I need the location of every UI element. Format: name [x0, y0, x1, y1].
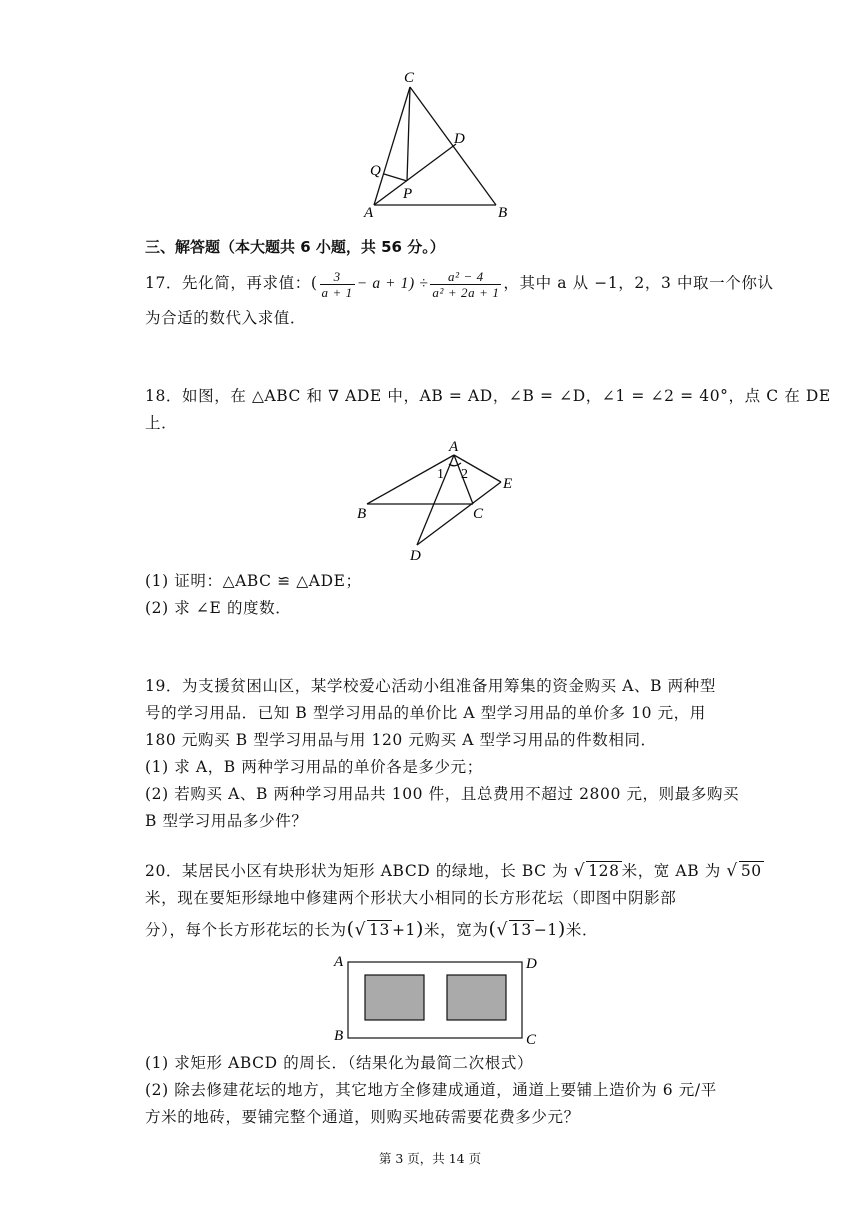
q19-part2a: (2) 若购买 A、B 两种学习用品共 100 件，且总费用不超过 2800 元，则最多购买 — [145, 785, 740, 803]
flower-bed-left — [365, 975, 424, 1020]
q20-part1: (1) 求矩形 ABCD 的周长．（结果化为最简二次根式） — [145, 1054, 534, 1072]
q20-len-sqrt: 13 — [369, 921, 390, 939]
flower-bed-right — [447, 975, 506, 1020]
label-angle-2: 2 — [461, 467, 468, 482]
q17-frac2-den: a² + 2a + 1 — [432, 284, 500, 300]
q20-line3 — [145, 918, 598, 941]
seg-QP — [384, 174, 407, 181]
q20-sqrt-128: 128 — [588, 862, 620, 880]
q19-line2: 号的学习用品．已知 B 型学习用品的单价比 A 型学习用品的单价多 10 元，用 — [145, 704, 706, 722]
q20-part2b: 方米的地砖，要铺完整个通道，则购买地砖需要花费多少元？ — [145, 1108, 580, 1126]
q20-sqrt-50: 50 — [740, 862, 762, 880]
label-A: A — [364, 205, 374, 221]
q17-mid: − a + 1) ÷ — [356, 275, 429, 292]
q20-paren-open-2: ( — [488, 918, 497, 940]
q20-paren-open-1: ( — [346, 918, 355, 940]
q18-line1: 18．如图，在 △ABC 和 ∇ ADE 中，AB = AD，∠B = ∠D，∠1 = ∠2 = 40°，点 C 在 DE — [145, 387, 831, 405]
label-C: C — [526, 1032, 537, 1048]
q19-part2b: B 型学习用品多少件？ — [145, 812, 308, 830]
q20-line2: 米，现在要矩形绿地中修建两个形状大小相同的长方形花坛（即图中阴影部 — [145, 889, 677, 907]
q17-fraction-2 — [430, 269, 501, 300]
q19-line3: 180 元购买 B 型学习用品与用 120 元购买 A 型学习用品的件数相同． — [145, 731, 657, 749]
label-P: P — [403, 186, 413, 202]
label-Q: Q — [370, 163, 381, 179]
label-C: C — [473, 506, 484, 522]
q17-fraction-1 — [320, 269, 355, 300]
q17-number: 17． — [145, 274, 183, 292]
q20-len-tail: +1 — [391, 921, 417, 939]
label-D: D — [526, 956, 537, 972]
q20-line3-b: 米，宽为 — [424, 921, 489, 939]
sqrt-sign-2: √ — [726, 861, 738, 881]
label-A: A — [334, 954, 344, 970]
q17-frac2-num: a² − 4 — [430, 269, 501, 285]
q20-line3-c: 米． — [565, 921, 599, 939]
sqrt-sign-3: √ — [354, 920, 367, 940]
q20-line1-b: 米，宽 AB 为 — [621, 862, 721, 880]
q18-part2: (2) 求 ∠E 的度数． — [145, 599, 292, 617]
label-E: E — [503, 476, 513, 492]
section-heading: 三、解答题（本大题共 6 小题，共 56 分。） — [145, 238, 445, 256]
label-D: D — [410, 548, 421, 564]
top-triangle-figure — [350, 60, 520, 225]
q20-line3-a: 分），每个长方形花坛的长为 — [145, 921, 347, 939]
label-B: B — [334, 1028, 344, 1044]
q17-line1 — [145, 268, 774, 298]
seg-CP — [407, 87, 410, 181]
q17-open-paren: ( — [310, 274, 318, 292]
q20-part2a: (2) 除去修建花坛的地方，其它地方全修建成通道，通道上要铺上造价为 6 元/平 — [145, 1081, 717, 1099]
label-C: C — [404, 70, 415, 86]
sqrt-sign-4: √ — [496, 920, 508, 940]
q20-wid-tail: −1 — [533, 921, 558, 939]
q17-tail: ，其中 a 从 −1，2，3 中取一个你认 — [503, 274, 774, 292]
q17-frac1-den: a + 1 — [321, 284, 353, 300]
page-footer: 第 3 页，共 14 页 — [378, 1151, 482, 1166]
q19-line1: 19．为支援贫困山区，某学校爱心活动小组准备用筹集的资金购买 A、B 两种型 — [145, 677, 716, 695]
q18-part1: (1) 证明：△ABC ≌ △ADE； — [145, 572, 362, 590]
label-B: B — [498, 205, 508, 221]
q17-line2: 为合适的数代入求值． — [145, 309, 307, 327]
q20-line1-a: 20．某居民小区有块形状为矩形 ABCD 的绿地，长 BC 为 — [145, 862, 569, 880]
q20-line1 — [145, 860, 764, 882]
q18-figure — [355, 436, 530, 568]
sqrt-sign-1: √ — [573, 861, 586, 881]
q20-wid-sqrt: 13 — [510, 921, 532, 939]
q20-paren-close-1: ) — [416, 918, 425, 940]
label-B: B — [357, 506, 367, 522]
label-angle-1: 1 — [437, 467, 444, 482]
q20-rectangle-figure — [330, 950, 550, 1050]
q19-part1: (1) 求 A，B 两种学习用品的单价各是多少元； — [145, 758, 483, 776]
label-A: A — [449, 439, 459, 455]
q18-line2: 上． — [145, 414, 178, 432]
q17-lead: 先化简，再求值： — [182, 274, 311, 292]
q20-paren-close-2: ) — [557, 918, 566, 940]
label-D: D — [454, 131, 465, 147]
q17-frac1-num: 3 — [320, 269, 355, 285]
